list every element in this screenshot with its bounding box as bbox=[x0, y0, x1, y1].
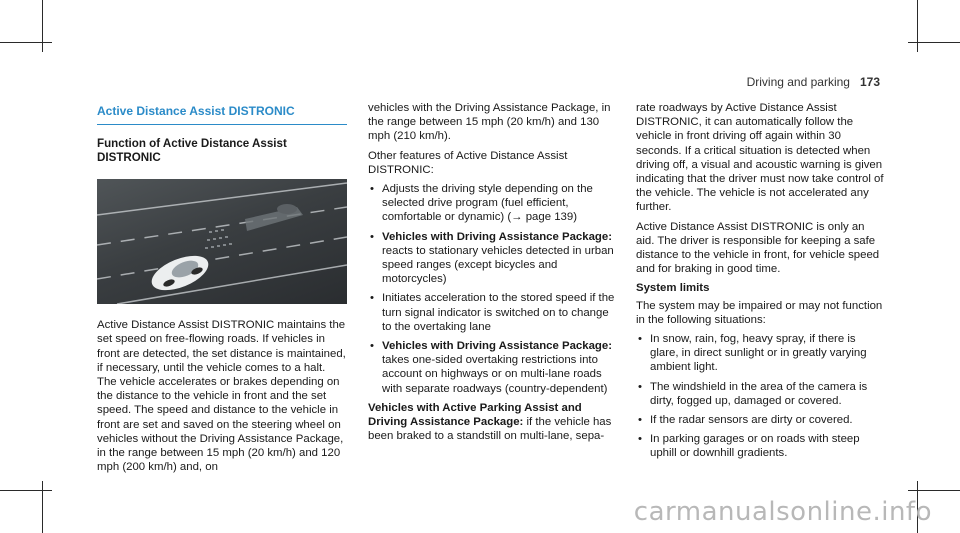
list-item: • Vehicles with Driving Assistance Package: takes one-sided overtaking restrictions into account on highways or on multi-lane roads with separate roadways (country-dependent) bbox=[368, 339, 620, 396]
list-item: • In snow, rain, fog, heavy spray, if there is glare, in direct sunlight or in greatly varying ambient light. bbox=[636, 332, 886, 375]
crop-mark bbox=[908, 490, 960, 491]
column-3 bbox=[636, 101, 886, 466]
list-item: • Adjusts the driving style depending on the selected drive program (fuel efficient, comfortable or dynamic) (→ page 139) bbox=[368, 182, 620, 225]
section-title: Active Distance Assist DISTRONIC bbox=[97, 104, 347, 125]
distronic-illustration bbox=[97, 179, 347, 304]
body-paragraph: Vehicles with Active Parking Assist and Driving Assistance Package: if the vehicle has been braked to a standstill on multi-lane, sepa- bbox=[368, 401, 612, 443]
crop-mark bbox=[42, 0, 43, 52]
running-header-section: Driving and parking bbox=[746, 75, 850, 89]
crop-mark bbox=[917, 0, 918, 52]
list-item: • Initiates acceleration to the stored speed if the turn signal indicator is switched on to change to the overtaking lane bbox=[368, 291, 620, 334]
body-paragraph: rate roadways by Active Distance Assist DISTRONIC, it can automatically follow the vehicle in front driving off again within 30 seconds. If a critical situation is detected when driving off, a visual and acoustic warning is given indicating that the driver must now take control of the vehicle. The vehicle is not accelerated any further. bbox=[636, 102, 884, 214]
column-2 bbox=[368, 101, 620, 448]
list-item: • In parking garages or on roads with steep uphill or downhill gradients. bbox=[636, 432, 886, 460]
features-list bbox=[368, 182, 620, 396]
limits-list bbox=[636, 332, 886, 461]
system-limits-heading: System limits bbox=[636, 282, 710, 295]
crop-mark bbox=[0, 42, 52, 43]
crop-mark bbox=[42, 481, 43, 533]
body-paragraph: Other features of Active Distance Assist DISTRONIC: bbox=[368, 149, 568, 176]
body-paragraph: vehicles with the Driving Assistance Package, in the range between 15 mph (20 km/h) and 130 mph (210 km/h). bbox=[368, 102, 611, 143]
crop-mark bbox=[0, 490, 52, 491]
running-header bbox=[747, 75, 880, 89]
list-item: • The windshield in the area of the camera is dirty, fogged up, damaged or covered. bbox=[636, 380, 886, 408]
body-paragraph: Active Distance Assist DISTRONIC is only an aid. The driver is responsible for keeping a safe distance to the vehicle in front, for vehicle speed and for braking in good time. bbox=[636, 220, 880, 276]
column-1 bbox=[97, 104, 347, 479]
watermark: carmanualsonline.info bbox=[633, 497, 932, 527]
list-item: • If the radar sensors are dirty or covered. bbox=[636, 413, 886, 427]
road-scene-image bbox=[97, 179, 347, 304]
body-paragraph: Active Distance Assist DISTRONIC maintains the set speed on free-flowing roads. If vehicles in front are detected, the set distance is maintained, if necessary, until the vehicle comes to a halt. The vehicle accelerates or brakes depending on the distance to the vehicle in front and the set speed. The speed and distance to the vehicle in front are set and saved on the steering wheel on vehicles without the Driving Assistance Package, in the range between 15 mph (20 km/h) and 120 mph (200 km/h) and, on bbox=[97, 319, 346, 474]
crop-mark bbox=[908, 42, 960, 43]
body-paragraph: The system may be impaired or may not function in the following situations: bbox=[636, 299, 883, 326]
sub-heading: Function of Active Distance Assist DISTRONIC bbox=[97, 137, 287, 165]
list-item: • Vehicles with Driving Assistance Package: reacts to stationary vehicles detected in urban speed ranges (except bicycles and motorcycles) bbox=[368, 230, 620, 287]
page-number: 173 bbox=[859, 75, 880, 89]
